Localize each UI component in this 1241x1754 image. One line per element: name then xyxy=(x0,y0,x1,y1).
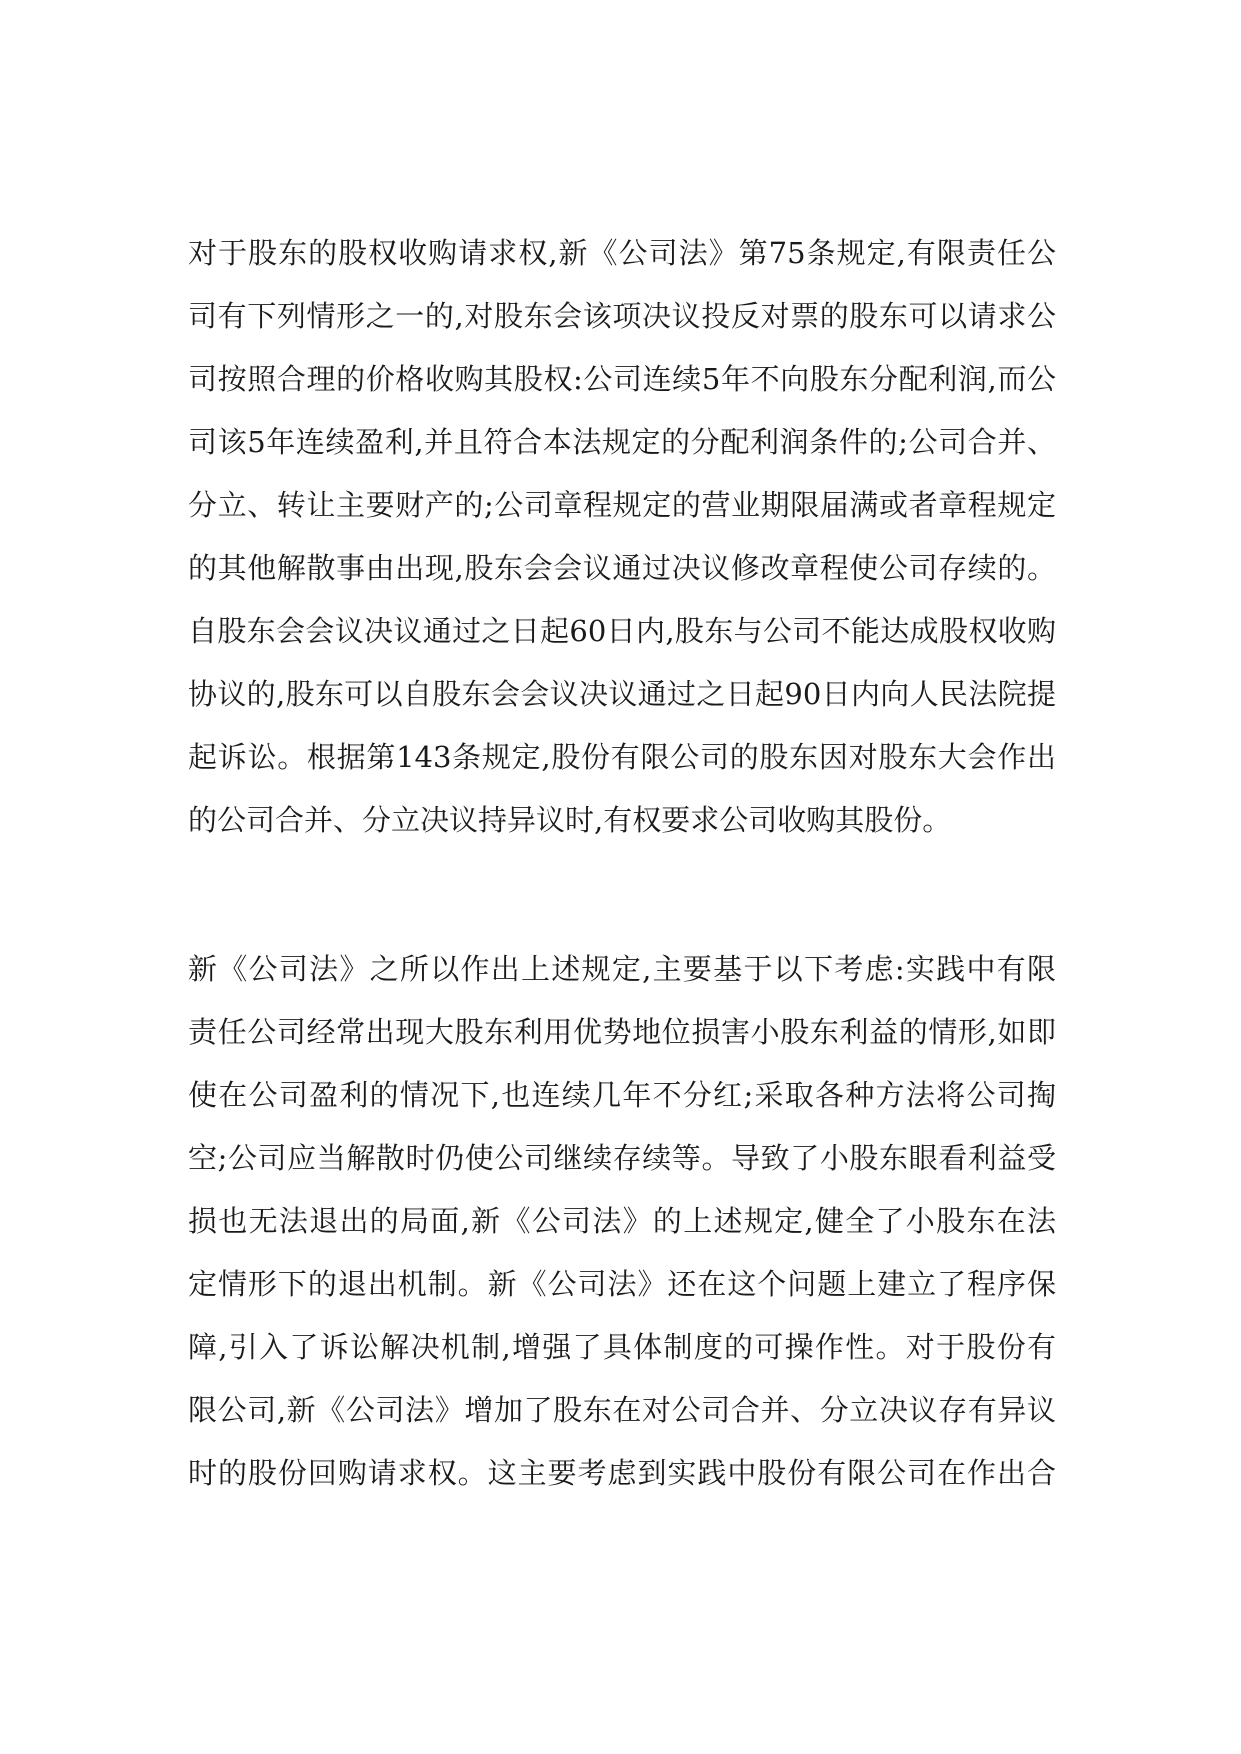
paragraph-line: 限公司,新《公司法》增加了股东在对公司合并、分立决议存有异议 xyxy=(188,1393,1056,1427)
paragraph-line: 自股东会会议决议通过之日起60日内,股东与公司不能达成股权收购 xyxy=(188,614,1056,648)
paragraph-line: 的其他解散事由出现,股东会会议通过决议修改章程使公司存续的。 xyxy=(188,551,1056,585)
paragraph-line: 新《公司法》之所以作出上述规定,主要基于以下考虑:实践中有限 xyxy=(188,952,1056,986)
paragraph-line: 司该5年连续盈利,并且符合本法规定的分配利润条件的;公司合并、 xyxy=(188,425,1056,459)
paragraph-line: 时的股份回购请求权。这主要考虑到实践中股份有限公司在作出合 xyxy=(188,1456,1056,1490)
paragraph-line: 障,引入了诉讼解决机制,增强了具体制度的可操作性。对于股份有 xyxy=(188,1330,1056,1364)
paragraph-line: 对于股东的股权收购请求权,新《公司法》第75条规定,有限责任公 xyxy=(188,236,1056,270)
paragraph-line: 起诉讼。根据第143条规定,股份有限公司的股东因对股东大会作出 xyxy=(188,740,1056,774)
paragraph-line: 损也无法退出的局面,新《公司法》的上述规定,健全了小股东在法 xyxy=(188,1204,1056,1238)
paragraph-2 xyxy=(188,938,1056,1505)
paragraph-line: 协议的,股东可以自股东会会议决议通过之日起90日内向人民法院提 xyxy=(188,677,1056,711)
paragraph-line: 司有下列情形之一的,对股东会该项决议投反对票的股东可以请求公 xyxy=(188,299,1056,333)
paragraph-line: 责任公司经常出现大股东利用优势地位损害小股东利益的情形,如即 xyxy=(188,1015,1056,1049)
paragraph-line: 使在公司盈利的情况下,也连续几年不分红;采取各种方法将公司掏 xyxy=(188,1078,1056,1112)
paragraph-line: 司按照合理的价格收购其股权:公司连续5年不向股东分配利润,而公 xyxy=(188,362,1056,396)
paragraph-line: 定情形下的退出机制。新《公司法》还在这个问题上建立了程序保 xyxy=(188,1267,1056,1301)
paragraph-line: 空;公司应当解散时仍使公司继续存续等。导致了小股东眼看利益受 xyxy=(188,1141,1056,1175)
paragraph-line: 的公司合并、分立决议持异议时,有权要求公司收购其股份。 xyxy=(188,803,952,837)
paragraph-1 xyxy=(188,222,1056,852)
paragraph-line: 分立、转让主要财产的;公司章程规定的营业期限届满或者章程规定 xyxy=(188,488,1056,522)
